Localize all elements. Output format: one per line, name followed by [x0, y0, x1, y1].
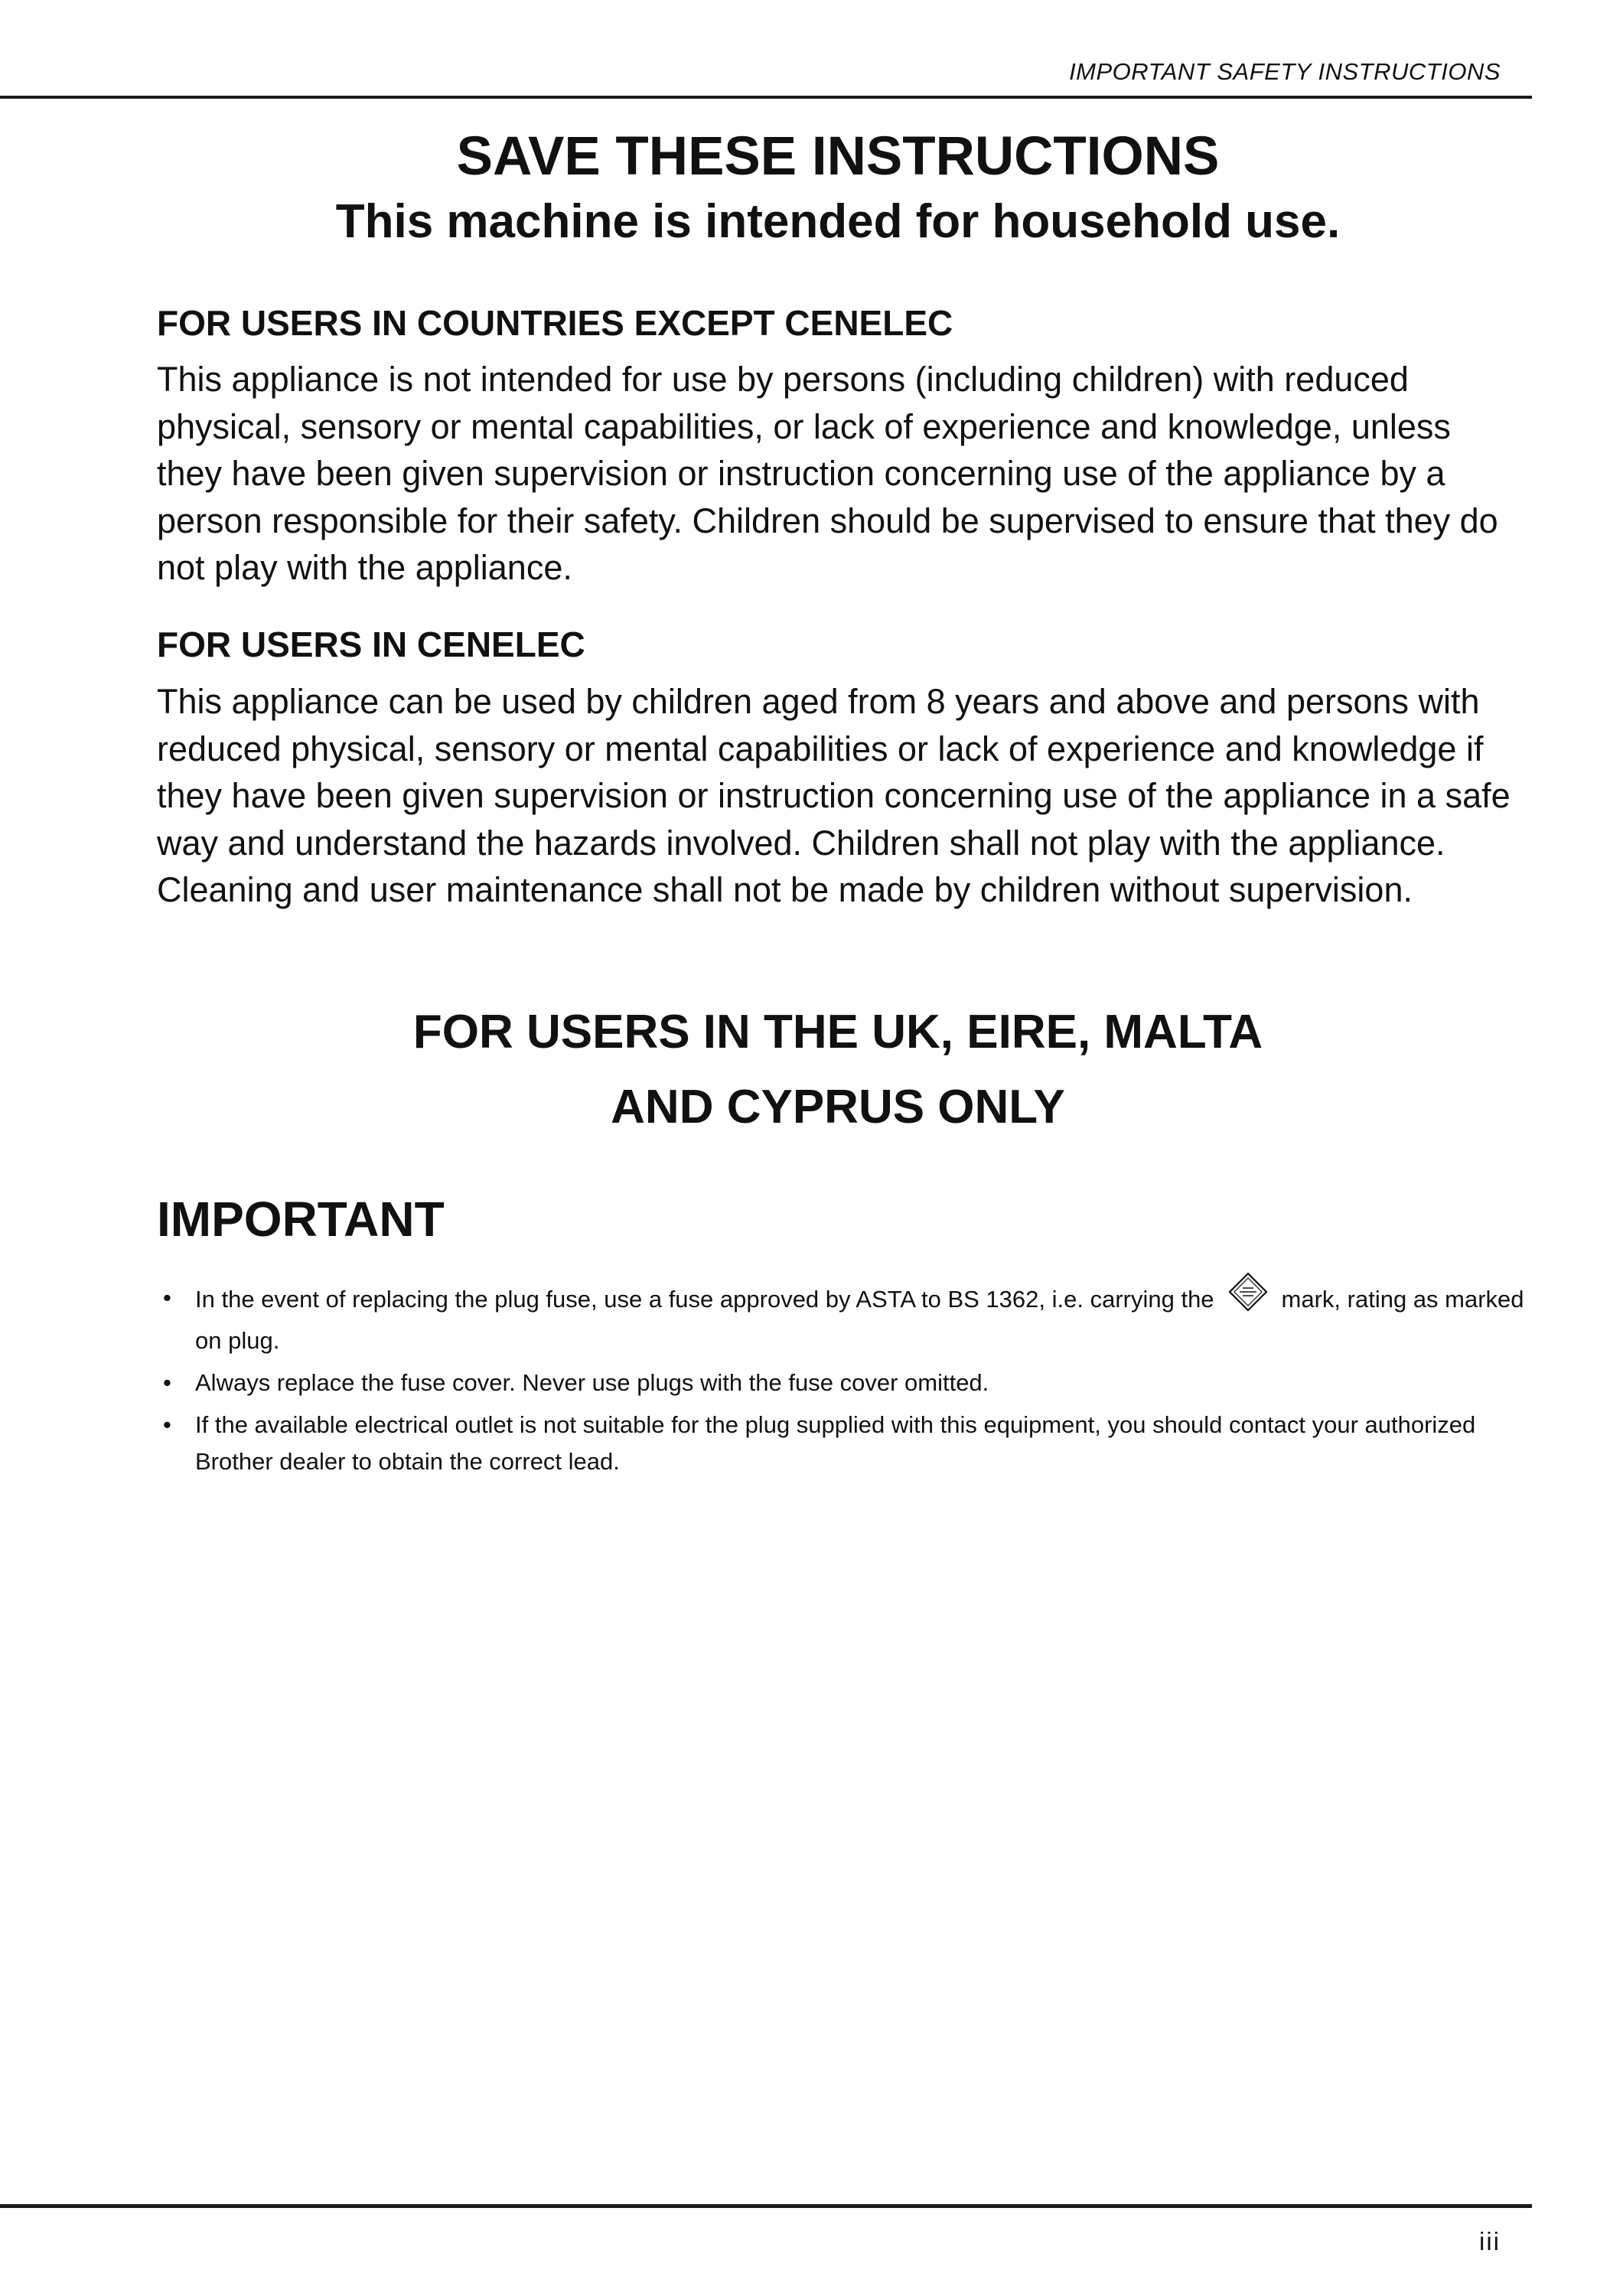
- page-title: SAVE THESE INSTRUCTIONS: [456, 126, 1220, 187]
- bullet-text: If the available electrical outlet is not suitable for the plug supplied with this equipment, you should contact your authorized Brother dealer to obtain the correct lead.: [195, 1411, 1476, 1475]
- top-rule: [0, 96, 1532, 99]
- important-list: [157, 1280, 1527, 1486]
- bullet-dot: •: [163, 1284, 171, 1311]
- bullet-dot: •: [163, 1411, 171, 1438]
- paragraph-cenelec: This appliance can be used by children aged from 8 years and above and persons with reduced physical, sensory or mental capabilities or lack of experience and knowledge if they have been given supervision or instruction concerning use of the appliance in a safe way and understand the hazards involved. Children shall not play with the appliance. Cleaning and user maintenance shall not be made by children without supervision.: [157, 682, 1511, 909]
- uk-heading-line1: FOR USERS IN THE UK, EIRE, MALTA: [412, 1006, 1263, 1058]
- running-head: IMPORTANT SAFETY INSTRUCTIONS: [1069, 58, 1501, 85]
- list-item: [157, 1407, 1527, 1480]
- page-subtitle: This machine is intended for household use.: [335, 195, 1341, 248]
- important-heading: IMPORTANT: [157, 1192, 445, 1247]
- bullet-dot: •: [163, 1369, 171, 1396]
- bullet-text: In the event of replacing the plug fuse, use a fuse approved by ASTA to BS 1362, i.e. carrying the: [195, 1286, 1214, 1313]
- heading-cenelec: FOR USERS IN CENELEC: [157, 625, 585, 664]
- uk-heading-line2: AND CYPRUS ONLY: [611, 1081, 1065, 1133]
- list-item: [157, 1365, 1527, 1401]
- bullet-text: Always replace the fuse cover. Never use plugs with the fuse cover omitted.: [195, 1369, 989, 1396]
- page-number: iii: [1479, 2227, 1501, 2255]
- heading-non-cenelec: FOR USERS IN COUNTRIES EXCEPT CENELEC: [157, 303, 953, 343]
- list-item: [157, 1280, 1527, 1359]
- asta-mark-icon: [1228, 1272, 1268, 1322]
- bullet-text: mark, rating as marked on plug.: [195, 1286, 1524, 1354]
- bottom-rule: [0, 2204, 1532, 2208]
- paragraph-non-cenelec: This appliance is not intended for use by persons (including children) with reduced physical, sensory or mental capabilities, or lack of experience and knowledge, unless they have been given supervision or instruction concerning use of the appliance by a person responsible for their safety. Children should be supervised to ensure that they do not play with the appliance.: [157, 360, 1498, 587]
- uk-section-heading: [0, 995, 1623, 1145]
